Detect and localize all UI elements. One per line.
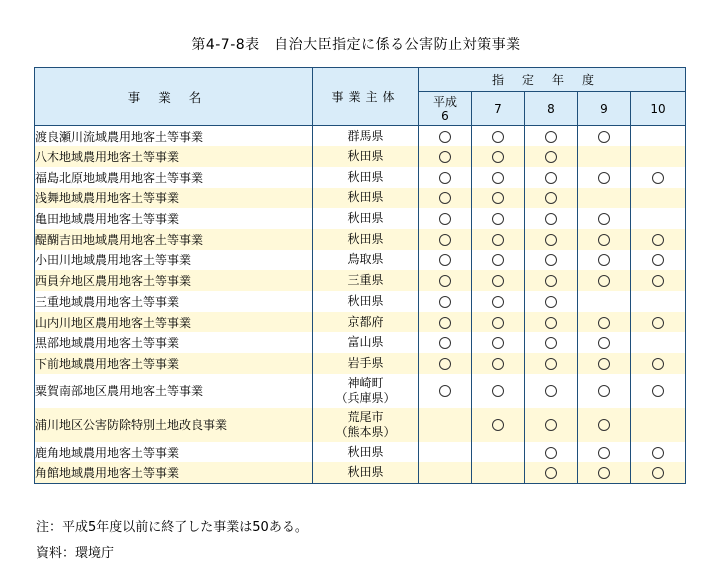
year-cell bbox=[578, 374, 631, 408]
year-cell bbox=[472, 270, 525, 291]
year-cell bbox=[419, 408, 472, 442]
table-row bbox=[35, 229, 686, 250]
year-cell bbox=[578, 167, 631, 188]
circle-mark-icon bbox=[439, 234, 451, 246]
year-cell bbox=[631, 126, 686, 147]
circle-mark-icon bbox=[545, 317, 557, 329]
circle-mark-icon bbox=[652, 234, 664, 246]
circle-mark-icon bbox=[652, 254, 664, 266]
header-year-4: 10 bbox=[631, 92, 686, 126]
table-row bbox=[35, 462, 686, 483]
year-cell bbox=[631, 462, 686, 483]
circle-mark-icon bbox=[652, 467, 664, 479]
circle-mark-icon bbox=[598, 358, 610, 370]
year-cell bbox=[472, 291, 525, 312]
header-year-0: 平成 6 bbox=[419, 92, 472, 126]
project-organizer: 三重県 bbox=[313, 270, 419, 291]
circle-mark-icon bbox=[545, 385, 557, 397]
circle-mark-icon bbox=[598, 172, 610, 184]
year-cell bbox=[525, 332, 578, 353]
table-row bbox=[35, 188, 686, 209]
year-cell bbox=[578, 353, 631, 374]
year-cell bbox=[525, 462, 578, 483]
circle-mark-icon bbox=[652, 447, 664, 459]
circle-mark-icon bbox=[598, 213, 610, 225]
year-cell bbox=[419, 291, 472, 312]
year-cell bbox=[525, 312, 578, 333]
table-row bbox=[35, 167, 686, 188]
header-project-name: 事業名 bbox=[35, 68, 313, 126]
year-cell bbox=[578, 146, 631, 167]
year-cell bbox=[631, 229, 686, 250]
year-cell bbox=[578, 188, 631, 209]
circle-mark-icon bbox=[598, 275, 610, 287]
year-cell bbox=[472, 146, 525, 167]
table-row bbox=[35, 332, 686, 353]
year-cell bbox=[631, 250, 686, 271]
project-name: 小田川地域農用地客土等事業 bbox=[35, 250, 313, 271]
year-cell bbox=[472, 250, 525, 271]
year-cell bbox=[578, 312, 631, 333]
year-cell bbox=[578, 126, 631, 147]
project-name: 浅舞地域農用地客土等事業 bbox=[35, 188, 313, 209]
circle-mark-icon bbox=[598, 317, 610, 329]
year-cell bbox=[525, 442, 578, 463]
year-cell bbox=[472, 126, 525, 147]
year-cell bbox=[631, 332, 686, 353]
projects-table bbox=[34, 67, 686, 484]
source-note: 資料：環境庁 bbox=[36, 546, 115, 561]
circle-mark-icon bbox=[439, 192, 451, 204]
table-row bbox=[35, 408, 686, 442]
circle-mark-icon bbox=[492, 385, 504, 397]
circle-mark-icon bbox=[439, 254, 451, 266]
circle-mark-icon bbox=[545, 172, 557, 184]
project-name: 鹿角地域農用地客土等事業 bbox=[35, 442, 313, 463]
table-title: 第4-7-8表 自治大臣指定に係る公害防止対策事業 bbox=[191, 37, 521, 53]
project-organizer: 秋田県 bbox=[313, 442, 419, 463]
year-cell bbox=[631, 408, 686, 442]
circle-mark-icon bbox=[545, 213, 557, 225]
circle-mark-icon bbox=[545, 358, 557, 370]
circle-mark-icon bbox=[545, 419, 557, 431]
circle-mark-icon bbox=[598, 254, 610, 266]
circle-mark-icon bbox=[652, 358, 664, 370]
table-row bbox=[35, 374, 686, 408]
circle-mark-icon bbox=[439, 151, 451, 163]
circle-mark-icon bbox=[598, 234, 610, 246]
circle-mark-icon bbox=[439, 337, 451, 349]
circle-mark-icon bbox=[598, 467, 610, 479]
circle-mark-icon bbox=[652, 172, 664, 184]
year-cell bbox=[578, 442, 631, 463]
year-cell bbox=[419, 270, 472, 291]
table-row bbox=[35, 126, 686, 147]
project-name: 渡良瀬川流域農用地客土等事業 bbox=[35, 126, 313, 147]
header-organizer: 事業主体 bbox=[313, 68, 419, 126]
year-cell bbox=[419, 229, 472, 250]
header-year-2: 8 bbox=[525, 92, 578, 126]
circle-mark-icon bbox=[545, 447, 557, 459]
project-organizer: 秋田県 bbox=[313, 188, 419, 209]
circle-mark-icon bbox=[652, 275, 664, 287]
year-cell bbox=[578, 291, 631, 312]
project-organizer: 秋田県 bbox=[313, 167, 419, 188]
year-cell bbox=[578, 250, 631, 271]
project-name: 黒部地域農用地客土等事業 bbox=[35, 332, 313, 353]
year-cell bbox=[525, 146, 578, 167]
year-cell bbox=[419, 167, 472, 188]
project-organizer: 群馬県 bbox=[313, 126, 419, 147]
circle-mark-icon bbox=[439, 275, 451, 287]
circle-mark-icon bbox=[492, 131, 504, 143]
project-name: 西員弁地区農用地客土等事業 bbox=[35, 270, 313, 291]
year-cell bbox=[631, 442, 686, 463]
circle-mark-icon bbox=[598, 337, 610, 349]
circle-mark-icon bbox=[492, 151, 504, 163]
circle-mark-icon bbox=[439, 213, 451, 225]
project-organizer: 荒尾市 （熊本県） bbox=[313, 408, 419, 442]
table-row bbox=[35, 208, 686, 229]
year-cell bbox=[472, 374, 525, 408]
table-row bbox=[35, 291, 686, 312]
year-cell bbox=[472, 353, 525, 374]
header-year-3: 9 bbox=[578, 92, 631, 126]
table-row bbox=[35, 353, 686, 374]
year-cell bbox=[525, 270, 578, 291]
circle-mark-icon bbox=[545, 296, 557, 308]
project-organizer: 秋田県 bbox=[313, 462, 419, 483]
year-cell bbox=[419, 442, 472, 463]
project-organizer: 富山県 bbox=[313, 332, 419, 353]
table-row bbox=[35, 312, 686, 333]
project-name: 角館地域農用地客土等事業 bbox=[35, 462, 313, 483]
project-name: 山内川地区農用地客土等事業 bbox=[35, 312, 313, 333]
project-organizer: 秋田県 bbox=[313, 229, 419, 250]
year-cell bbox=[578, 208, 631, 229]
year-cell bbox=[525, 208, 578, 229]
year-cell bbox=[631, 167, 686, 188]
year-cell bbox=[631, 188, 686, 209]
year-cell bbox=[419, 250, 472, 271]
year-cell bbox=[419, 353, 472, 374]
year-cell bbox=[631, 270, 686, 291]
year-cell bbox=[472, 408, 525, 442]
project-organizer: 秋田県 bbox=[313, 291, 419, 312]
circle-mark-icon bbox=[598, 419, 610, 431]
year-cell bbox=[472, 332, 525, 353]
table-row bbox=[35, 250, 686, 271]
project-name: 粟賀南部地区農用地客土等事業 bbox=[35, 374, 313, 408]
year-cell bbox=[472, 208, 525, 229]
circle-mark-icon bbox=[598, 447, 610, 459]
year-cell bbox=[525, 126, 578, 147]
circle-mark-icon bbox=[652, 385, 664, 397]
circle-mark-icon bbox=[439, 385, 451, 397]
year-cell bbox=[472, 312, 525, 333]
circle-mark-icon bbox=[439, 296, 451, 308]
year-cell bbox=[631, 312, 686, 333]
year-cell bbox=[525, 374, 578, 408]
circle-mark-icon bbox=[492, 317, 504, 329]
project-name: 八木地域農用地客土等事業 bbox=[35, 146, 313, 167]
year-cell bbox=[472, 229, 525, 250]
circle-mark-icon bbox=[598, 131, 610, 143]
circle-mark-icon bbox=[492, 275, 504, 287]
circle-mark-icon bbox=[492, 234, 504, 246]
year-cell bbox=[419, 312, 472, 333]
year-cell bbox=[631, 353, 686, 374]
circle-mark-icon bbox=[545, 275, 557, 287]
header-designation-year: 指定年度 bbox=[419, 68, 686, 92]
project-organizer: 京都府 bbox=[313, 312, 419, 333]
circle-mark-icon bbox=[492, 419, 504, 431]
year-cell bbox=[631, 146, 686, 167]
year-cell bbox=[525, 229, 578, 250]
circle-mark-icon bbox=[439, 131, 451, 143]
circle-mark-icon bbox=[545, 234, 557, 246]
circle-mark-icon bbox=[598, 385, 610, 397]
project-name: 下前地域農用地客土等事業 bbox=[35, 353, 313, 374]
year-cell bbox=[419, 126, 472, 147]
year-cell bbox=[419, 374, 472, 408]
year-cell bbox=[525, 167, 578, 188]
circle-mark-icon bbox=[492, 172, 504, 184]
year-cell bbox=[419, 462, 472, 483]
year-cell bbox=[419, 146, 472, 167]
project-name: 三重地域農用地客土等事業 bbox=[35, 291, 313, 312]
header-year-1: 7 bbox=[472, 92, 525, 126]
project-organizer: 秋田県 bbox=[313, 208, 419, 229]
year-cell bbox=[631, 208, 686, 229]
circle-mark-icon bbox=[545, 131, 557, 143]
year-cell bbox=[419, 332, 472, 353]
table-row bbox=[35, 442, 686, 463]
year-cell bbox=[472, 188, 525, 209]
circle-mark-icon bbox=[439, 172, 451, 184]
circle-mark-icon bbox=[492, 213, 504, 225]
circle-mark-icon bbox=[439, 358, 451, 370]
circle-mark-icon bbox=[545, 151, 557, 163]
year-cell bbox=[525, 291, 578, 312]
circle-mark-icon bbox=[492, 254, 504, 266]
year-cell bbox=[525, 408, 578, 442]
year-cell bbox=[525, 188, 578, 209]
circle-mark-icon bbox=[439, 317, 451, 329]
project-organizer: 神崎町 （兵庫県） bbox=[313, 374, 419, 408]
year-cell bbox=[578, 229, 631, 250]
circle-mark-icon bbox=[492, 358, 504, 370]
year-cell bbox=[525, 250, 578, 271]
year-cell bbox=[631, 291, 686, 312]
project-name: 福島北原地域農用地客土等事業 bbox=[35, 167, 313, 188]
year-cell bbox=[578, 462, 631, 483]
year-cell bbox=[419, 188, 472, 209]
year-cell bbox=[472, 442, 525, 463]
table-row bbox=[35, 270, 686, 291]
project-organizer: 鳥取県 bbox=[313, 250, 419, 271]
year-cell bbox=[472, 462, 525, 483]
year-cell bbox=[631, 374, 686, 408]
footnote: 注：平成5年度以前に終了した事業は50ある。 bbox=[36, 520, 308, 535]
year-cell bbox=[419, 208, 472, 229]
project-name: 亀田地域農用地客土等事業 bbox=[35, 208, 313, 229]
project-organizer: 秋田県 bbox=[313, 146, 419, 167]
year-cell bbox=[472, 167, 525, 188]
table-row bbox=[35, 146, 686, 167]
circle-mark-icon bbox=[492, 192, 504, 204]
circle-mark-icon bbox=[545, 192, 557, 204]
year-cell bbox=[578, 408, 631, 442]
circle-mark-icon bbox=[492, 337, 504, 349]
year-cell bbox=[578, 270, 631, 291]
project-organizer: 岩手県 bbox=[313, 353, 419, 374]
circle-mark-icon bbox=[545, 467, 557, 479]
circle-mark-icon bbox=[492, 296, 504, 308]
circle-mark-icon bbox=[545, 337, 557, 349]
circle-mark-icon bbox=[545, 254, 557, 266]
year-cell bbox=[525, 353, 578, 374]
project-name: 浦川地区公害防除特別土地改良事業 bbox=[35, 408, 313, 442]
circle-mark-icon bbox=[652, 317, 664, 329]
year-cell bbox=[578, 332, 631, 353]
project-name: 醍醐吉田地域農用地客土等事業 bbox=[35, 229, 313, 250]
